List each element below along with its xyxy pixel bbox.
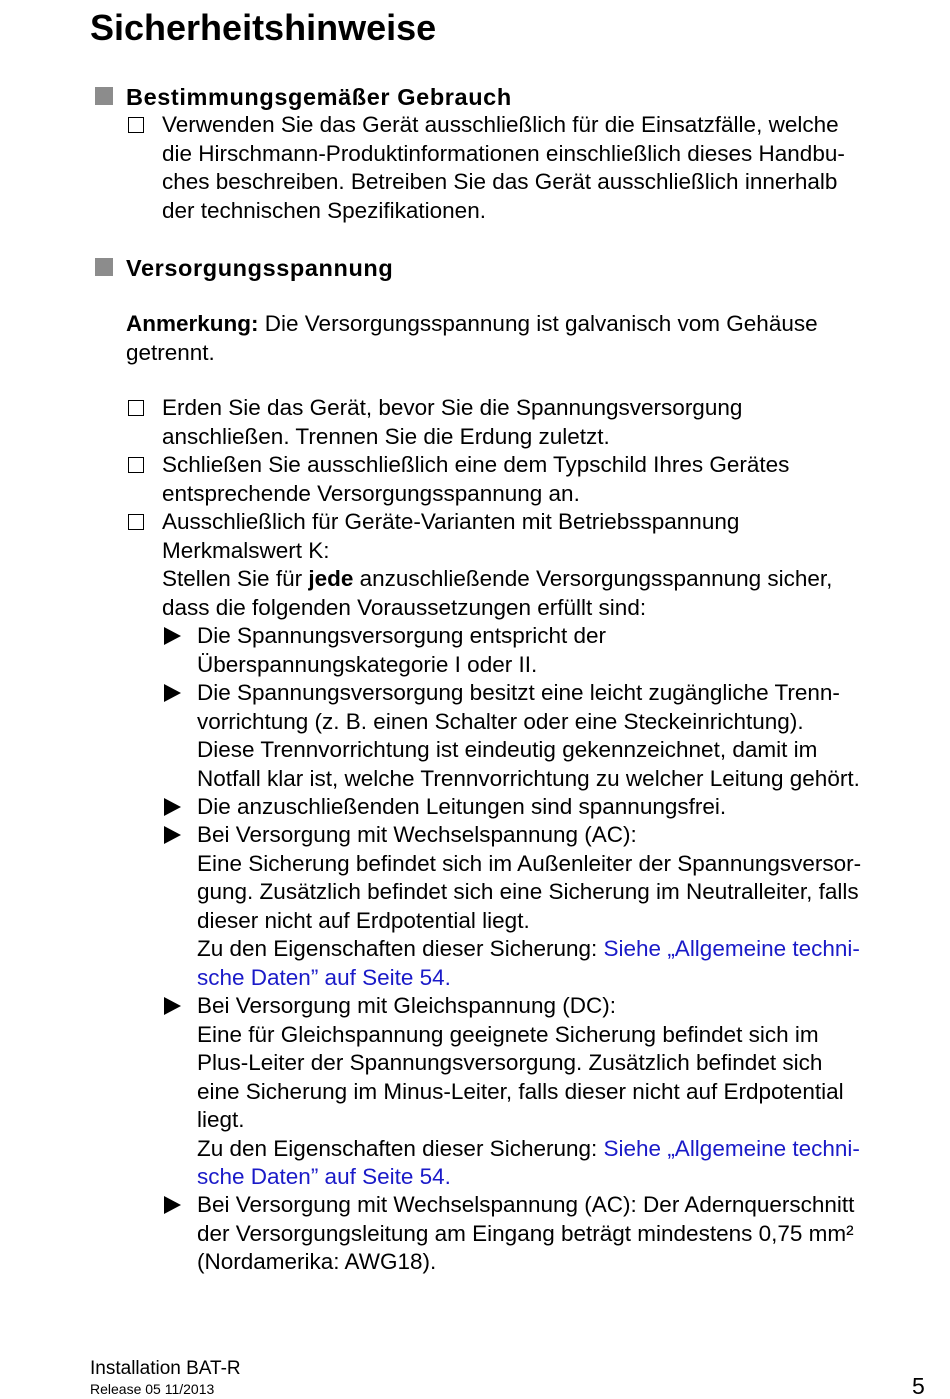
triangle-bullet-icon [164,627,181,645]
checkbox-bullet-icon [128,457,144,473]
list-item: Erden Sie das Gerät, bevor Sie die Spannungsversorgung anschließen. Trennen Sie die Erdung zuletzt. [162,395,743,449]
list-item: Ausschließlich für Geräte-Varianten mit Betriebsspannung Merkmalswert K: Stellen Sie für jede anzuschließende Versorgungsspannung sicher, dass die folgenden Voraussetzungen erfüllt sind: [162,509,833,620]
list-item: Schließen Sie ausschließlich eine dem Typschild Ihres Gerätes entsprechende Versorgungsspannung an. [162,452,790,506]
triangle-bullet-icon [164,826,181,844]
list-item: Verwenden Sie das Gerät ausschließlich für die Einsatzfälle, welche die Hirschmann-Produktinformationen einschließlich dieses Handbu- ches beschreiben. Betreiben Sie das Gerät ausschließlich innerhalb der technischen Spezifikationen. [162,112,845,223]
note-label: Anmerkung: [126,311,259,336]
page-number: 5 [912,1373,925,1399]
section-title: Bestimmungsgemäßer Gebrauch [126,84,512,110]
sub-list-item: Die Spannungsversorgung entspricht der Überspannungskategorie I oder II. [197,623,606,677]
cross-reference-link[interactable]: Siehe „Allgemeine techni- [603,936,860,961]
triangle-bullet-icon [164,684,181,702]
square-bullet-icon [95,87,113,105]
sub-list-item: Bei Versorgung mit Wechselspannung (AC): Eine Sicherung befindet sich im Außenleiter der Spannungsversor- gung. Zusätzlich befindet sich eine Sicherung im Neutralleiter, falls dieser nicht auf Erdpotential liegt. Zu den Eigenschaften dieser Sicherung: Siehe „Allgemeine techni- sche Daten” auf Seite 54. [197,822,862,990]
sub-list-item: Die anzuschließenden Leitungen sind spannungsfrei. [197,794,727,819]
footer-doc-title: Installation BAT-R [90,1358,241,1379]
cross-reference-link[interactable]: sche Daten” auf Seite 54. [197,1164,451,1189]
checkbox-bullet-icon [128,514,144,530]
section-title: Versorgungsspannung [126,255,394,281]
note: Anmerkung: Die Versorgungsspannung ist galvanisch vom Gehäuse getrennt. [126,311,818,365]
checkbox-bullet-icon [128,117,144,133]
cross-reference-link[interactable]: sche Daten” auf Seite 54. [197,964,451,990]
triangle-bullet-icon [164,1196,181,1214]
sub-list-item: Bei Versorgung mit Gleichspannung (DC): Eine für Gleichspannung geeignete Sicherung befindet sich im Plus-Leiter der Spannungsversorgung. Zusätzlich befindet sich eine Sicherung im Minus-Leiter, falls dieser nicht auf Erdpotential liegt. Zu den Eigenschaften dieser Sicherung: Siehe „Allgemeine techni- sche Daten” auf Seite 54. [197,993,860,1189]
sub-list-item: Bei Versorgung mit Wechselspannung (AC): Der Adernquerschnitt der Versorgungsleitung am Eingang beträgt mindestens 0,75 mm² (Nordamerika: AWG18). [197,1192,855,1274]
checkbox-bullet-icon [128,400,144,416]
footer-release: Release 05 11/2013 [90,1381,215,1397]
triangle-bullet-icon [164,798,181,816]
square-bullet-icon [95,258,113,276]
page-title: Sicherheitshinweise [90,7,437,48]
triangle-bullet-icon [164,997,181,1015]
sub-list-item: Die Spannungsversorgung besitzt eine leicht zugängliche Trenn- vorrichtung (z. B. einen Schalter oder eine Steckeinrichtung). Diese Trennvorrichtung ist eindeutig gekennzeichnet, damit im Notfall klar ist, welche Trennvorrichtung zu welcher Leitung gehört. [197,680,860,791]
cross-reference-link[interactable]: Siehe „Allgemeine techni- [603,1135,860,1161]
